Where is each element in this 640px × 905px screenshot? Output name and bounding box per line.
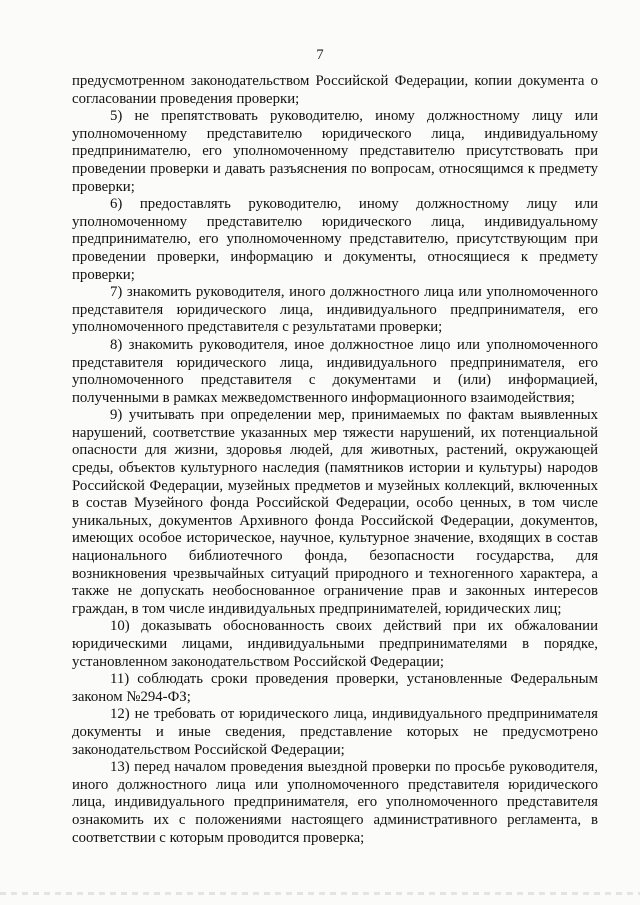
list-item: 12) не требовать от юридического лица, индивидуального предпринимателя документы и иные сведения, представление которых не предусмотрено законодательством Российской Федерации; — [72, 706, 598, 758]
list-item: 10) доказывать обоснованность своих действий при их обжаловании юридическими лицами, индивидуальными предпринимателями в порядке, установленном законодательством Российской Федерации; — [72, 618, 598, 670]
continuation-paragraph: предусмотренном законодательством Российской Федерации, копии документа о согласовании проведения проверки; — [72, 73, 598, 107]
document-body — [72, 73, 598, 847]
list-item: 13) перед началом проведения выездной проверки по просьбе руководителя, иного должностного лица или уполномоченного представителя юридического лица, индивидуального предпринимателя, его уполномоченного представителя ознакомить их с положениями настоящего административного регламента, в соответствии с которым проводится проверка; — [72, 759, 598, 846]
list-item: 11) соблюдать сроки проведения проверки, установленные Федеральным законом №294-ФЗ; — [72, 671, 598, 705]
list-item: 6) предоставлять руководителю, иному должностному лицу или уполномоченному представителю юридического лица, индивидуальному предпринимателю, его уполномоченному представителю, присутствующим при проведении проверки, информацию и документы, относящиеся к предмету проверки; — [72, 196, 598, 283]
list-item: 9) учитывать при определении мер, принимаемых по фактам выявленных нарушений, соответствие указанных мер тяжести нарушений, их потенциальной опасности для жизни, здоровья людей, для животных, растений, окружающей среды, объектов культурного наследия (памятников истории и культуры) народов Российской Федерации, музейных предметов и музейных коллекций, включенных в состав Музейного фонда Российской Федерации, особо ценных, в том числе уникальных, документов Архивного фонда Российской Федерации, документов, имеющих особое историческое, научное, культурное значение, входящих в состав национального библиотечного фонда, безопасности государства, для возникновения чрезвычайных ситуаций природного и техногенного характера, а также не допускать необоснованное ограничение прав и законных интересов граждан, в том числе индивидуальных предпринимателей, юридических лиц; — [72, 407, 598, 617]
list-item: 7) знакомить руководителя, иного должностного лица или уполномоченного представителя юридического лица, индивидуального предпринимателя, его уполномоченного представителя с результатами проверки; — [72, 284, 598, 336]
list-item: 8) знакомить руководителя, иное должностное лицо или уполномоченного представителя юридического лица, индивидуального предпринимателя, его уполномоченного представителя с документами и (или) информацией, полученными в рамках межведомственного информационного взаимодействия; — [72, 336, 598, 406]
page-number: 7 — [316, 47, 324, 63]
scan-edge-artifact — [0, 892, 640, 895]
list-item: 5) не препятствовать руководителю, иному должностному лицу или уполномоченному представителю юридического лица, индивидуальному предпринимателю, его уполномоченному представителю присутствовать при проведении проверки и давать разъяснения по вопросам, относящимся к предмету проверки; — [72, 108, 598, 195]
